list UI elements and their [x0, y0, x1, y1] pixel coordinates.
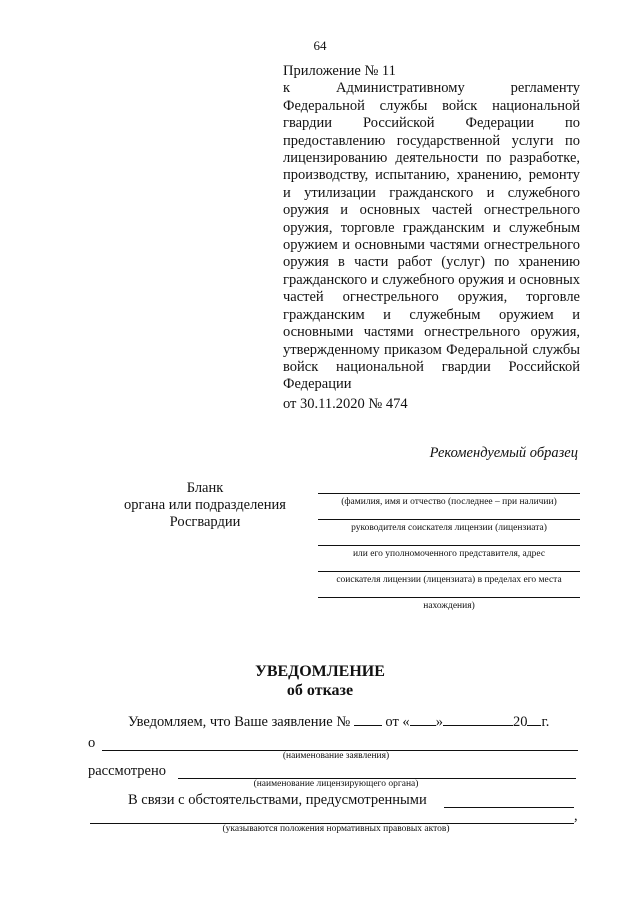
- month-field[interactable]: [443, 725, 513, 726]
- day-field[interactable]: [410, 725, 436, 726]
- caption-authority: (наименование лицензирующего органа): [253, 779, 419, 789]
- page-number: 64: [313, 38, 327, 53]
- notice-heading: [0, 662, 640, 700]
- notice-subtitle: об отказе: [286, 682, 354, 699]
- notice-title: УВЕДОМЛЕНИЕ: [255, 663, 385, 680]
- appendix-title: Приложение № 11: [283, 63, 396, 79]
- recipient-caption: нахождения): [423, 601, 475, 611]
- notice-year-prefix: 20: [512, 714, 528, 730]
- recipient-line: [318, 485, 580, 494]
- appendix-block: [283, 63, 580, 413]
- recipient-block: [318, 485, 580, 615]
- recipient-line: [318, 511, 580, 520]
- notice-year-suffix: г.: [541, 714, 550, 730]
- letterhead-block: [95, 480, 315, 531]
- notice-quote-close: »: [435, 714, 443, 730]
- letterhead-line-3: Росгвардии: [169, 514, 241, 530]
- circumstances-field[interactable]: [444, 807, 574, 808]
- caption-acts: (указываются положения нормативных правовых актов): [222, 824, 450, 834]
- appendix-body: к Административному регламенту Федеральной службы войск национальной гвардии Российской Федерации по предоставлению государственной услуги по лицензированию деятельности по разработке, производству, испытанию, хранению, ремонту и утилизации гражданского и служебного оружия и основных частей огнестрельного оружия, торговле гражданским и служебным оружием и основными частями огнестрельного оружия в части работ (услуг) по хранению гражданского и служебного оружия и основных частей огнестрельного оружия, торговле гражданским и служебным оружием и основными частями огнестрельного оружия, утвержденному приказом Федеральной службы войск национальной гвардии Российской Федерации: [283, 80, 580, 393]
- notice-line-5-end: ,: [574, 808, 578, 824]
- recipient-caption: или его уполномоченного представителя, адрес: [352, 549, 546, 559]
- recipient-caption: (фамилия, имя и отчество (последнее – при наличии): [341, 497, 557, 507]
- recipient-caption: руководителя соискателя лицензии (лицензиата): [351, 523, 547, 533]
- recipient-line: [318, 589, 580, 598]
- notice-line-4-text: В связи с обстоятельствами, предусмотренными: [128, 792, 427, 808]
- appendix-date: от 30.11.2020 № 474: [283, 395, 408, 412]
- recipient-line: [318, 563, 580, 572]
- notice-line-1: [88, 714, 584, 731]
- letterhead-line-1: Бланк: [186, 480, 224, 496]
- notice-line-3-prefix: рассмотрено: [88, 763, 167, 779]
- caption-application: (наименование заявления): [282, 751, 390, 761]
- notice-from: от «: [385, 714, 410, 730]
- recipient-caption: соискателя лицензии (лицензиата) в пределах его места: [336, 575, 562, 585]
- sample-label: Рекомендуемый образец: [429, 445, 578, 461]
- notice-line-2-prefix: о: [88, 735, 96, 751]
- letterhead-line-2: органа или подразделения: [124, 497, 286, 513]
- number-field[interactable]: [354, 725, 382, 726]
- recipient-line: [318, 537, 580, 546]
- notice-line-1-start: Уведомляем, что Ваше заявление №: [128, 714, 351, 730]
- year-field[interactable]: [527, 725, 541, 726]
